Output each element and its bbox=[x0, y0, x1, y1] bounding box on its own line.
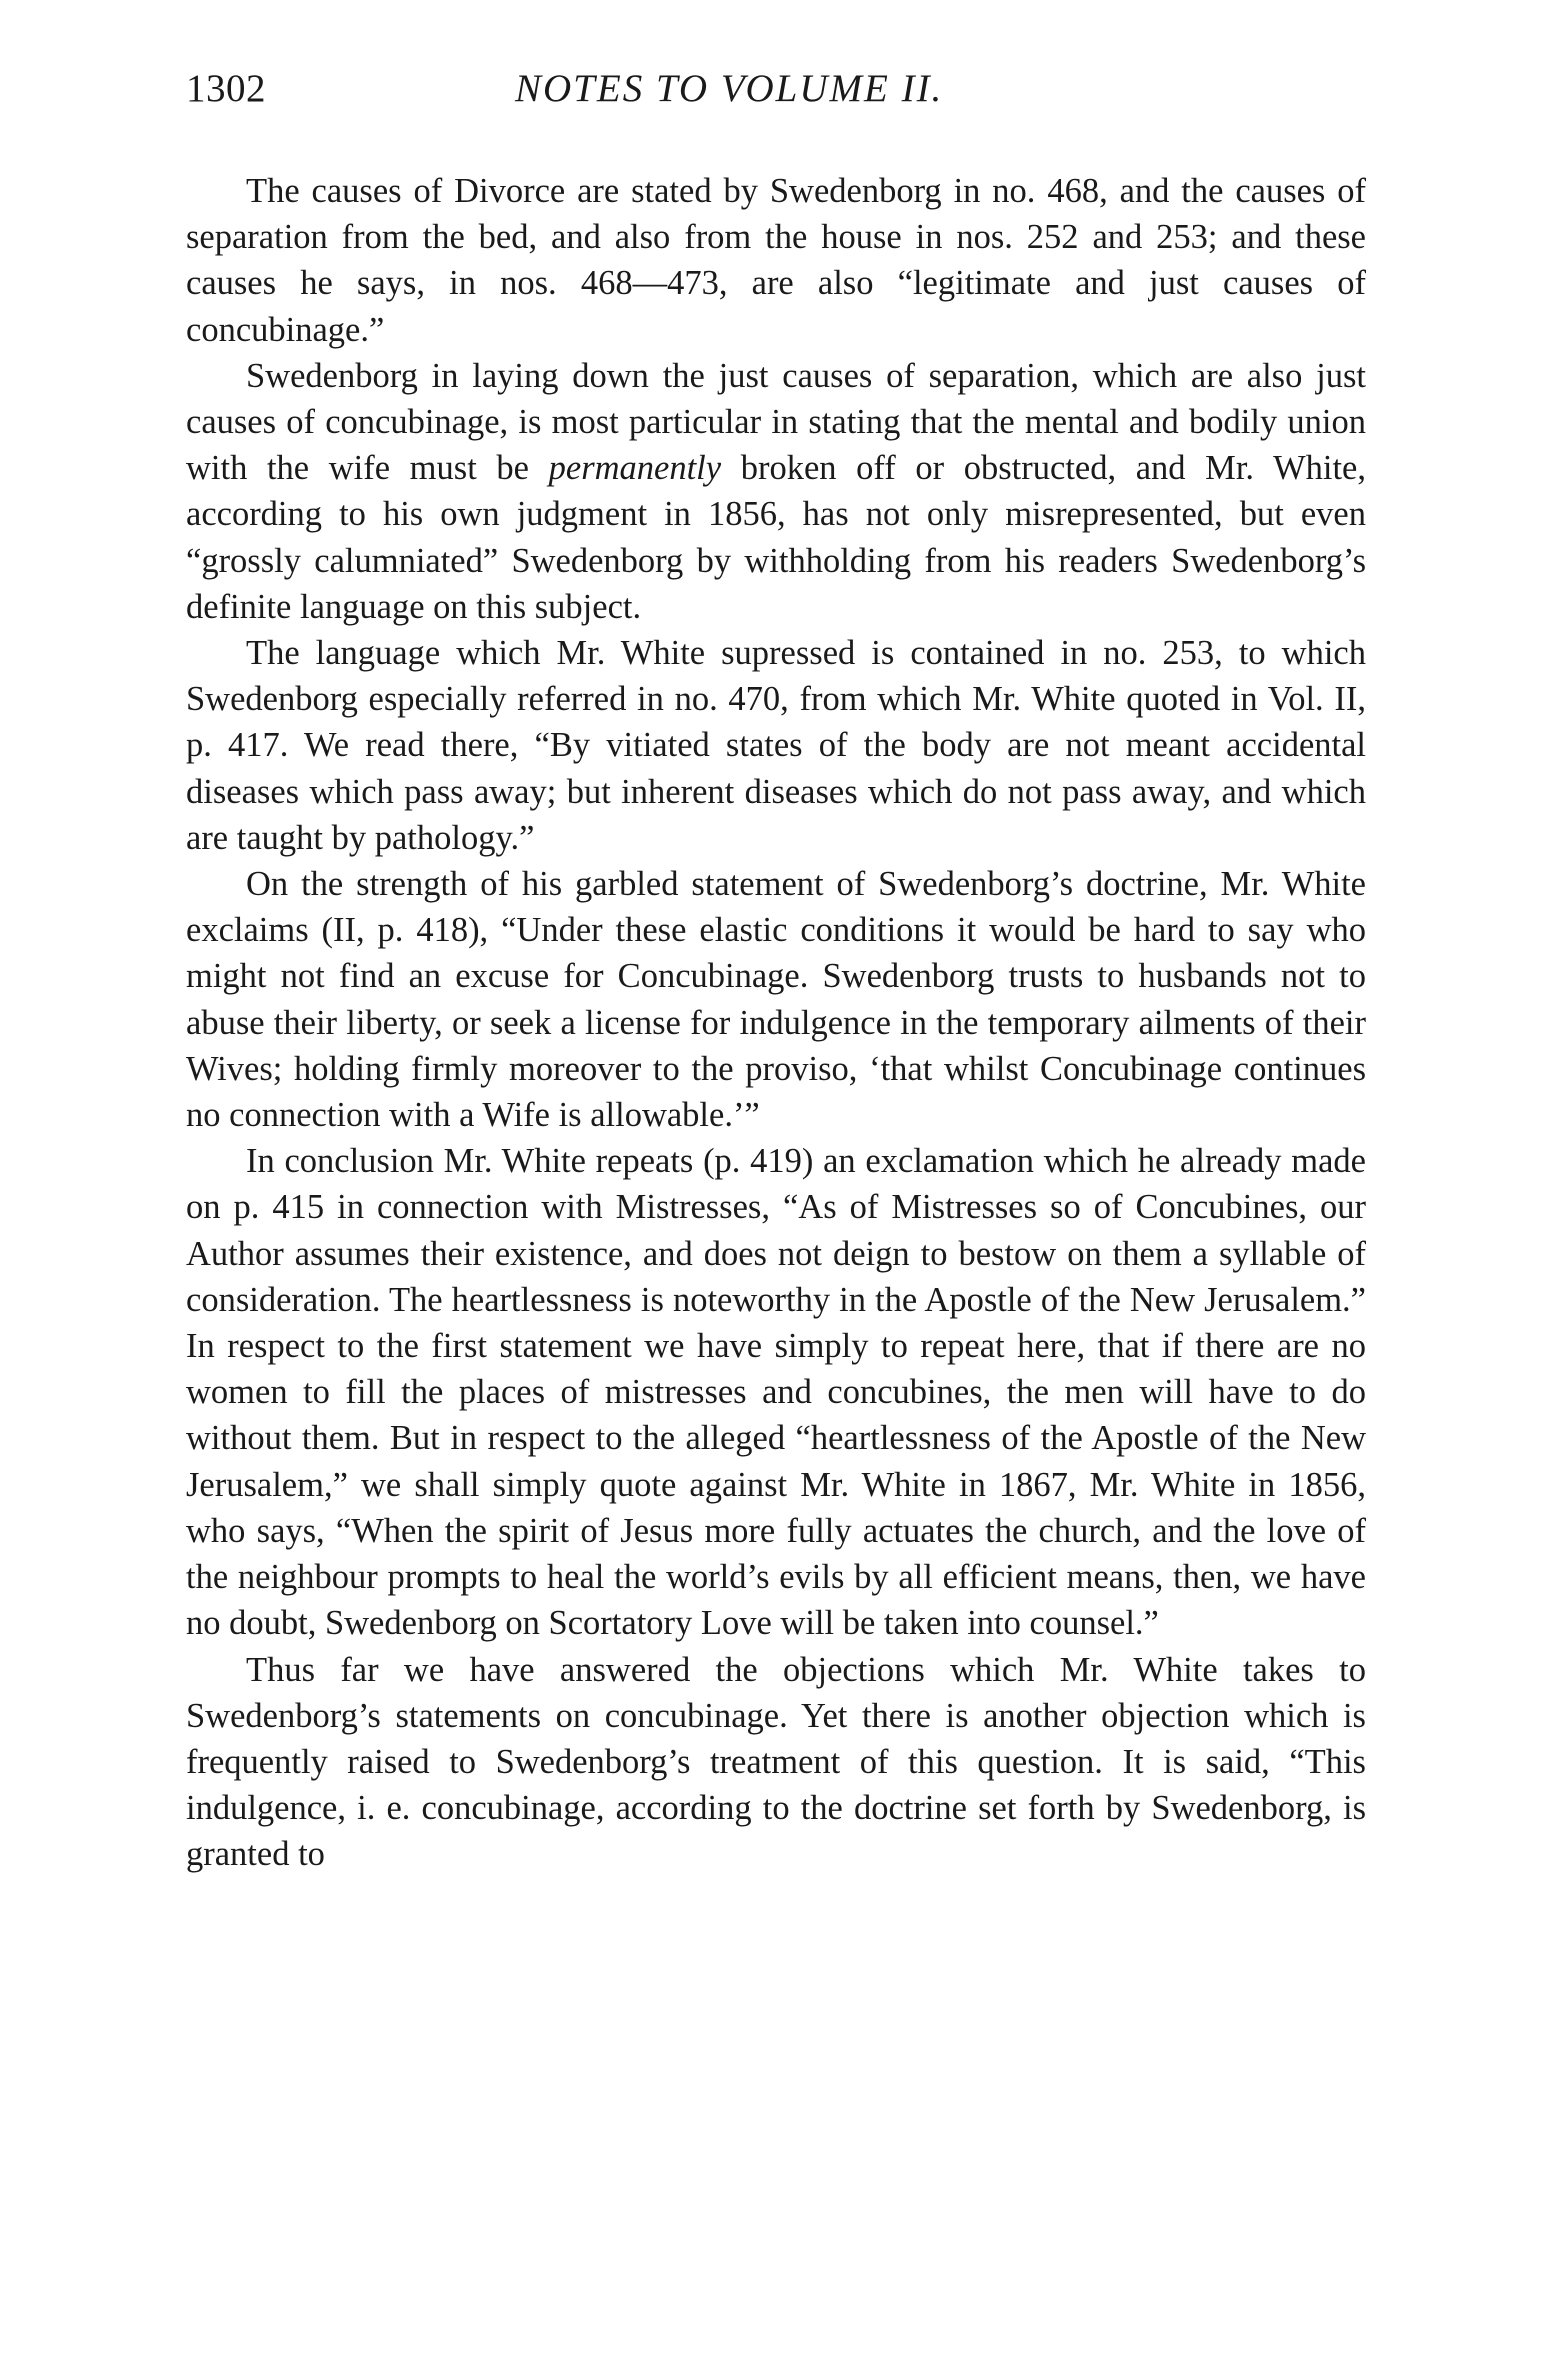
paragraph-garbled-statement bbox=[186, 861, 1366, 1138]
paragraph-text-before: Swedenborg in laying down the just causes of separation, which are also just causes of concubinage, is most particular in stating that the mental and bodily union with the wife must be bbox=[186, 356, 1366, 488]
emphasis-permanently: permanently bbox=[548, 449, 722, 488]
paragraph-text: The causes of Divorce are stated by Swedenborg in no. 468, and the causes of separation from the bed, and also from the house in nos. 252 and 253; and these causes he says, in nos. 468—473, are also “legitimate and just causes of concubinage.” bbox=[186, 172, 1366, 349]
paragraph-text: The language which Mr. White supressed is contained in no. 253, to which Swedenborg especially referred in no. 470, from which Mr. White quoted in Vol. II, p. 417. We read there, “By vitiated states of the body are not meant accidental diseases which pass away; but inherent diseases which do not pass away, and which are taught by pathology.” bbox=[186, 634, 1366, 857]
body-text bbox=[186, 168, 1366, 1878]
paragraph-text: Thus far we have answered the objections which Mr. White takes to Swedenborg’s statements on concubinage. Yet there is another objection which is frequently raised to Swedenborg’s treatment of this question. It is said, “This indulgence, i. e. concubinage, according to the doctrine set forth by Swedenborg, is granted to bbox=[186, 1650, 1366, 1874]
paragraph-text: In conclusion Mr. White repeats (p. 419) an exclamation which he already made on p. 415 in connection with Mistresses, “As of Mistresses so of Concubines, our Author assumes their existence, and does not deign to bestow on them a syllable of consideration. The heartlessness is noteworthy in the Apostle of the New Jerusalem.” In respect to the first statement we have simply to repeat here, that if there are no women to fill the places of mistresses and concubines, the men will have to do without them. But in respect to the alleged “heartlessness of the Apostle of the New Jerusalem,” we shall simply quote against Mr. White in 1867, Mr. White in 1856, who says, “When the spirit of Jesus more fully actuates the church, and the love of the neighbour prompts to heal the world’s evils by all efficient means, then, we have no doubt, Swedenborg on Scortatory Love will be taken into counsel.” bbox=[186, 1142, 1366, 1643]
paragraph-just-causes bbox=[186, 353, 1366, 630]
page-number: 1302 bbox=[186, 67, 266, 110]
paragraph-text: On the strength of his garbled statement of Swedenborg’s doctrine, Mr. White exclaims (II, p. 418), “Under these elastic conditions it would be hard to say who might not find an excuse for Concubinage. Swedenborg trusts to husbands not to abuse their liberty, or seek a license for indulgence in the temporary ailments of their Wives; holding firmly moreover to the proviso, ‘that whilst Concubinage continues no connection with a Wife is allowable.’” bbox=[186, 865, 1366, 1135]
paragraph-text-after: broken off or obstructed, and Mr. White, according to his own judgment in 1856, has not only misrepresented, but even “grossly calumniated” Swedenborg by withholding from his readers Swedenborg’s definite language on this subject. bbox=[186, 449, 1366, 626]
paragraph-divorce-causes bbox=[186, 168, 1366, 353]
paragraph-conclusion bbox=[186, 1138, 1366, 1646]
running-head bbox=[186, 66, 1366, 126]
paragraph-suppressed-language bbox=[186, 630, 1366, 861]
running-title: NOTES TO VOLUME II. bbox=[515, 67, 944, 110]
paragraph-further-objection bbox=[186, 1647, 1366, 1878]
